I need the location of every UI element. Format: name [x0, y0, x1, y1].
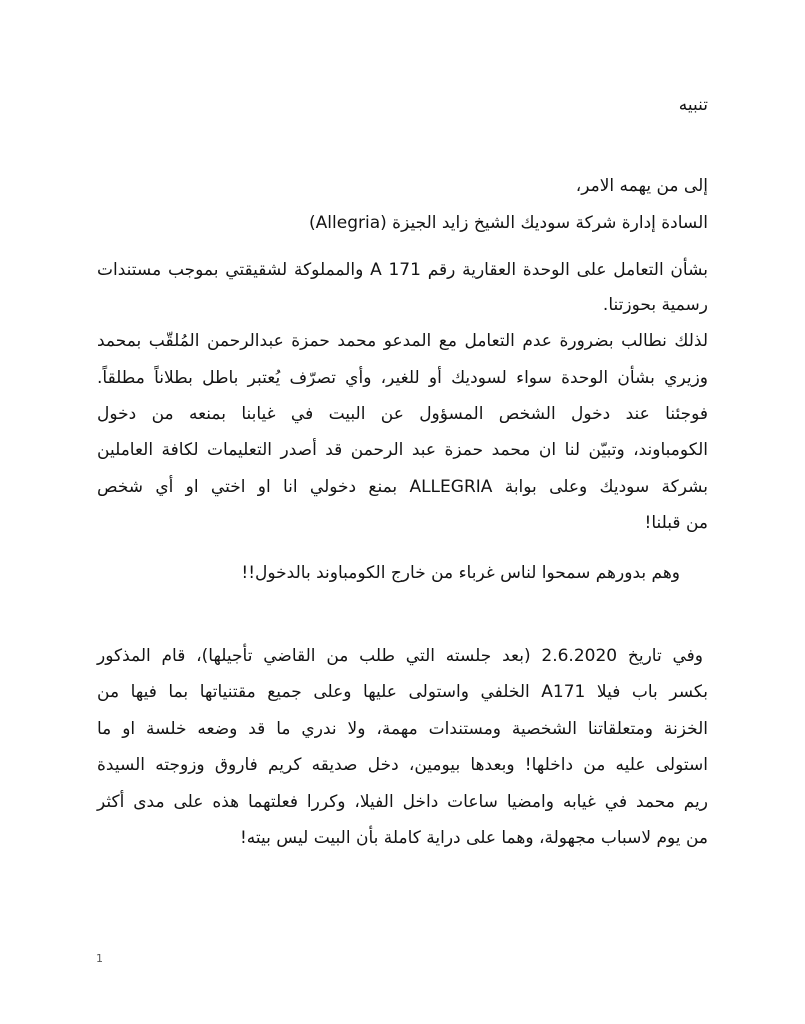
body-line: الخزنة ومتعلقاتنا الشخصية ومستندات مهمة، ولا ندري ما قد وضعه خلسة او ما: [97, 719, 708, 739]
body-line: لذلك نطالب بضرورة عدم التعامل مع المدعو محمد حمزة عبدالرحمن المُلقّب بمحمد: [97, 331, 708, 351]
body-line: الكومباوند، وتبيّن لنا ان محمد حمزة عبد الرحمن قد أصدر التعليمات لكافة العاملين: [97, 440, 708, 460]
body-line: من يوم لاسباب مجهولة، وهما على دراية كاملة بأن البيت ليس بيته!: [239, 828, 708, 848]
body-line: بشركة سوديك وعلى بوابة ALLEGRIA بمنع دخولي انا او اختي او أي شخص: [97, 477, 708, 497]
body-line: ريم محمد في غيابه وامضيا ساعات داخل الفيلا، وكررا فعلتهما هذه على مدى أكثر: [97, 792, 708, 812]
body-line: فوجئنا عند دخول الشخص المسؤول عن البيت في غيابنا بمنعه من دخول: [97, 404, 708, 424]
body-line: وفي تاريخ 2.6.2020 (بعد جلسته التي طلب من القاضي تأجيلها)، قام المذكور: [97, 646, 703, 666]
body-line: بكسر باب فيلا A171 الخلفي واستولى عليها وعلى جميع مقتنياتها بما فيها من: [97, 682, 708, 702]
body-line: رسمية بحوزتنا.: [602, 295, 708, 315]
body-line: وهم بدورهم سمحوا لناس غرباء من خارج الكومباوند بالدخول!!: [241, 563, 680, 583]
page-number: 1: [96, 952, 103, 965]
greeting-line: إلى من يهمه الامر،: [575, 176, 708, 196]
body-line: بشأن التعامل على الوحدة العقارية رقم A 171 والمملوكة لشقيقتي بموجب مستندات: [97, 260, 708, 280]
addressee-line: السادة إدارة شركة سوديك الشيخ زايد الجيزة (Allegria): [309, 213, 708, 233]
body-line: وزيري بشأن الوحدة سواء لسوديك أو للغير، وأي تصرّف يُعتبر باطل بطلاناً مطلقاً.: [97, 368, 708, 388]
body-line: استولى عليه من داخلها! وبعدها بيومين، دخل صديقه كريم فاروق وزوجته السيدة: [97, 755, 708, 775]
body-line: من قبلنا!: [644, 513, 708, 533]
document-title: تنبيه: [678, 95, 708, 115]
